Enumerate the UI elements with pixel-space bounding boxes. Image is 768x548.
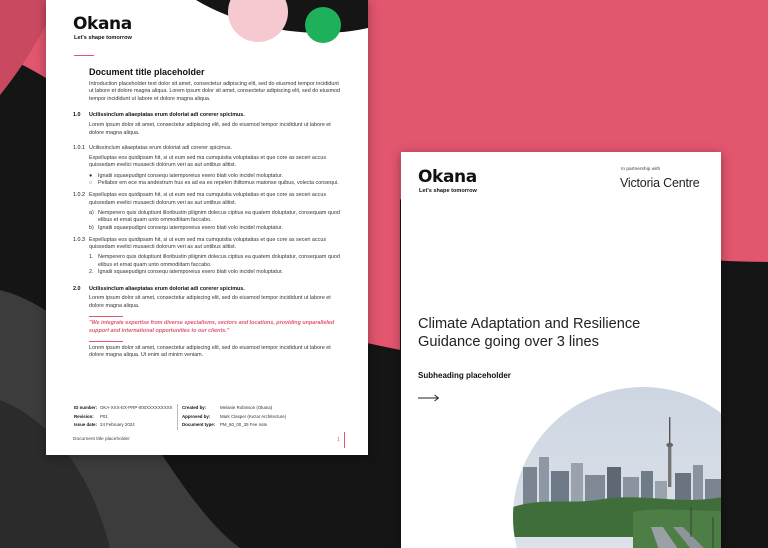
section-1-1 bbox=[73, 145, 343, 152]
okana-logo: Okana bbox=[418, 167, 477, 187]
section-number: 1.0.1 bbox=[73, 144, 85, 151]
section-1-1-paragraph: Expelluptas eos quidipsam hit, si ut eum sed ma cumquistia voluptatias et que core as seceri accus quissedam evelici musaecti dolorum veri as aut untibus alitist. bbox=[89, 154, 327, 169]
id-number: OKA-XXX-EX-PRP-000XXXXXXXXX bbox=[100, 405, 173, 410]
cover-title: Climate Adaptation and Resilience Guidance going over 3 lines bbox=[418, 316, 641, 350]
created-by: Melanie Robinson (Okana) bbox=[220, 405, 273, 410]
list-item: ○ Pellabor em ece ma andestrum hus es ad ea es repelen ihiltomus maionse quibus, volecta consequi. bbox=[89, 180, 339, 187]
section-number: 2.0 bbox=[73, 285, 81, 292]
list-item: b) Ignatii squaepudigni consequ iatemporeius exero blati volo incidel moluptatur. bbox=[89, 224, 283, 231]
section-text: Expelluptas eos quidipsam hit, si ut eum sed ma cumquistia voluptatias et que core as seceri accus quissedam evelici musaecti dolorum veri as aut untibus alitist. bbox=[89, 237, 327, 251]
cover-subheading: Subheading placeholder bbox=[418, 371, 511, 380]
list-item: 1. Nemperero quis doluptiunt illoribustin pliignim dolecus ciptius ea quatem doluptatur, consequam quod elibus et ernat quam unto ommodiitam faccabo. bbox=[89, 254, 340, 268]
revision: P01 bbox=[100, 413, 108, 419]
document-title: Document title placeholder bbox=[89, 67, 205, 77]
page-number-bar bbox=[344, 432, 345, 448]
section-number: 1.0 bbox=[73, 112, 81, 119]
section-2-heading bbox=[73, 286, 343, 293]
section-1-2 bbox=[73, 192, 343, 207]
issue-date: 24 February 2024 bbox=[100, 422, 135, 427]
accent-divider bbox=[74, 55, 94, 56]
quote-divider bbox=[89, 316, 123, 317]
closing-paragraph: Lorem ipsum dolor sit amet, consectetur adipiscing elit, sed do eiusmod tempor incididunt ut labore et dolore magna aliqua. Ut enim ad minim veniam. bbox=[89, 345, 331, 359]
page-number: 1 bbox=[337, 437, 340, 443]
document-metadata: ID number: OKA-XXX-EX-PRP-000XXXXXXXXX Revision: P01 Issue date: 24 February 2024 Created by: Melanie Robinson (Okana) Approved by: Mark Clasper (Kezar Architecture) Document type: PM_60_00_35 Fee note bbox=[74, 404, 320, 430]
partnership-label: In partnership with bbox=[621, 167, 661, 172]
document-body bbox=[73, 81, 343, 363]
section-1-heading bbox=[73, 112, 343, 119]
section-1-text: Lorem ipsum dolor sit amet, consectetur adipiscing elit, sed do eiusmod tempor incididunt ut labore et dolore magna aliqua. bbox=[89, 122, 331, 136]
city-motorway-photo bbox=[513, 387, 721, 548]
pull-quote: "We integrate expertise from diverse specialisms, sectors and locations, providing unparalleled support and international opportunities to our clients." bbox=[89, 320, 335, 334]
cover-page bbox=[401, 152, 721, 548]
section-number: 1.0.3 bbox=[73, 237, 85, 243]
page-footer: Document title placeholder bbox=[73, 437, 130, 442]
section-number: 1.0.2 bbox=[73, 192, 85, 199]
section-1-3 bbox=[73, 237, 343, 252]
intro-paragraph: Introduction placeholder text dolor sit amet, consectetur adipiscing elit, sed do eiusmod tempor incididunt ut labore et dolore magna aliqua. Lorem ipsum dolor sit amet, consectetur adipiscing elit, sed do eiusmod tempor incididunt ut labore et dolore magna aliqua. bbox=[89, 81, 341, 102]
document-page bbox=[46, 0, 368, 455]
okana-logo: Okana bbox=[73, 14, 132, 34]
section-2-text: Lorem ipsum dolor sit amet, consectetur adipiscing elit, sed do eiusmod tempor incididunt ut labore et dolore magna aliqua. bbox=[89, 295, 331, 309]
section-text: Expelluptas eos quidipsam hit, si ut eum sed ma cumquistia voluptatias et que core as seceri accus quissedam evelici musaecti dolorum veri as aut untibus alitist. bbox=[89, 192, 327, 206]
list-item: 2. Ignatii squaepudigni consequ iatemporeius exero blati volo incidel moluptatur. bbox=[89, 269, 283, 276]
approved-by: Mark Clasper (Kezar Architecture) bbox=[220, 413, 287, 419]
document-type: PM_60_00_35 Fee note bbox=[220, 422, 268, 427]
section-text: Ucilissinclum aliaeptatas erum doloriat adi corerer spicimus. bbox=[89, 144, 232, 151]
list-item: a) Nemperero quis doluptiunt illoribustin pliignim dolecus ciptius ea quatem doluptatur, consequam quod elibus et ernat quam unto ommodiitam faccabo. bbox=[89, 209, 340, 224]
section-heading: Ucilissinclum aliaeptatas erum doloriat adi corerer spicimus. bbox=[89, 112, 245, 119]
quote-divider bbox=[89, 341, 123, 342]
partner-logo: Victoria Centre bbox=[620, 176, 700, 190]
logo-tagline: Let's shape tomorrow bbox=[74, 35, 132, 41]
logo-tagline: Let's shape tomorrow bbox=[419, 188, 477, 194]
bullet-open-icon: ○ bbox=[89, 180, 93, 187]
bullet-filled-icon: ● bbox=[89, 172, 93, 179]
list-item: ● Ignatii squaepudigni consequ iatemporeius exero blati volo incidel moluptatur. bbox=[89, 172, 283, 179]
section-heading: Ucilissinclum aliaeptatas erum doloriat adi corerer spicimus. bbox=[89, 285, 245, 292]
arrow-right-icon[interactable] bbox=[418, 394, 440, 402]
